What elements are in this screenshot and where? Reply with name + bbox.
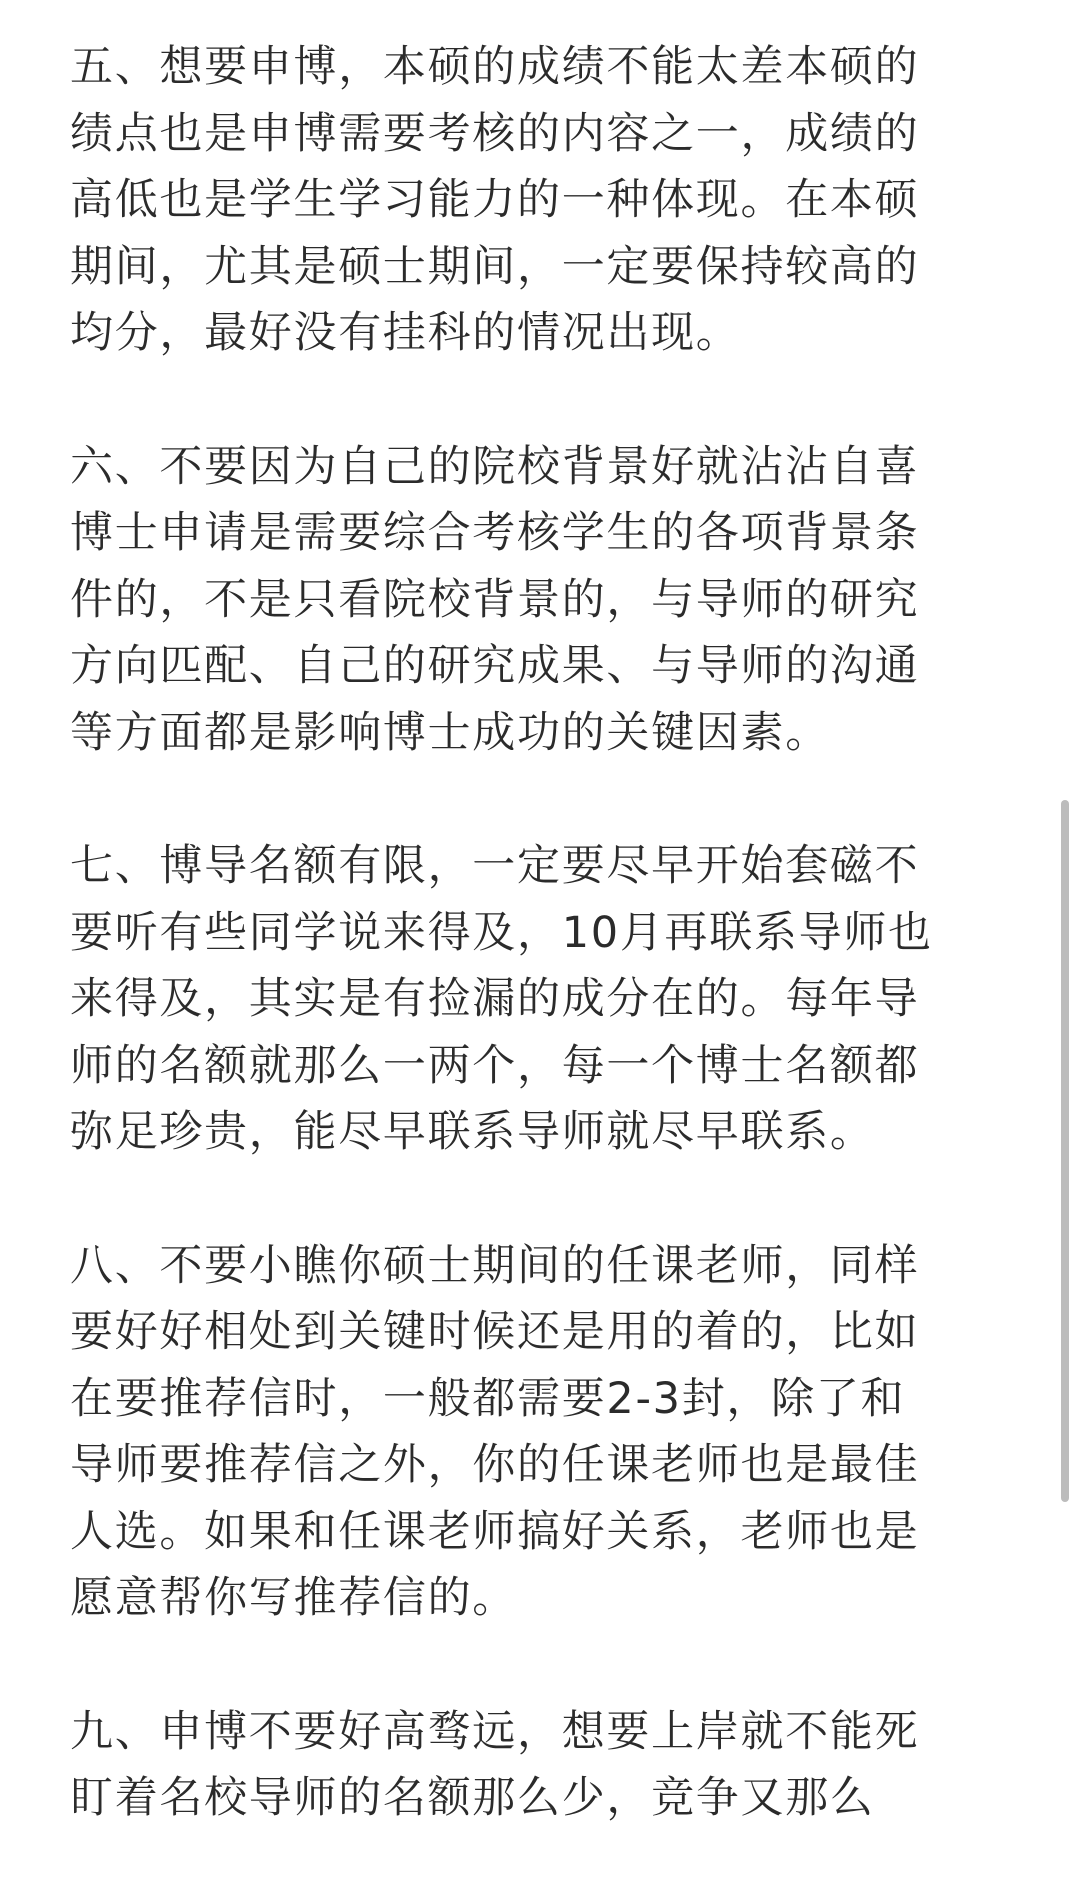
- article-paragraph-6: [70, 434, 980, 767]
- text-line: 方向匹配、自己的研究成果、与导师的沟通: [70, 641, 920, 691]
- text-line: 六、不要因为自己的院校背景好就沾沾自喜: [70, 441, 920, 492]
- text-line: 八、不要小瞧你硕士期间的任课老师，同样: [70, 1240, 920, 1291]
- article-paragraph-5: [70, 34, 980, 367]
- text-line: 博士申请是需要综合考核学生的各项背景条: [70, 508, 920, 558]
- text-line: 绩点也是申博需要考核的内容之一，成绩的: [70, 108, 920, 159]
- text-line: 愿意帮你写推荐信的。: [70, 1573, 517, 1623]
- text-line: 人选。如果和任课老师搞好关系，老师也是: [70, 1506, 920, 1557]
- text-line: 件的，不是只看院校背景的，与导师的研究: [70, 574, 920, 625]
- text-line: 七、博导名额有限，一定要尽早开始套磁不: [70, 841, 920, 891]
- article-paragraph-9: [70, 1699, 980, 1832]
- text-line: 期间，尤其是硕士期间，一定要保持较高的: [70, 241, 920, 292]
- text-line: 五、想要申博，本硕的成绩不能太差本硕的: [70, 42, 920, 92]
- article-body: [70, 34, 980, 1899]
- text-line: 弥足珍贵，能尽早联系导师就尽早联系。: [70, 1107, 875, 1157]
- text-line: 导师要推荐信之外，你的任课老师也是最佳: [70, 1440, 920, 1490]
- text-line: 来得及，其实是有捡漏的成分在的。每年导: [70, 974, 920, 1024]
- article-paragraph-8: [70, 1233, 980, 1632]
- text-line: 在要推荐信时，一般都需要2-3封，除了和: [70, 1373, 906, 1424]
- text-line: 要听有些同学说来得及，10月再联系导师也: [70, 907, 933, 958]
- text-line: 要好好相处到关键时候还是用的着的，比如: [70, 1307, 920, 1357]
- text-line: 高低也是学生学习能力的一种体现。在本硕: [70, 175, 920, 225]
- text-line: 盯着名校导师的名额那么少，竞争又那么: [70, 1773, 875, 1823]
- text-line: 均分，最好没有挂科的情况出现。: [70, 308, 741, 358]
- text-line: 师的名额就那么一两个，每一个博士名额都: [70, 1040, 920, 1091]
- text-line: 九、申博不要好高骛远，想要上岸就不能死: [70, 1706, 920, 1757]
- text-line: 等方面都是影响博士成功的关键因素。: [70, 707, 830, 758]
- article-paragraph-7: [70, 833, 980, 1166]
- scrollbar-thumb[interactable]: [1061, 800, 1069, 1502]
